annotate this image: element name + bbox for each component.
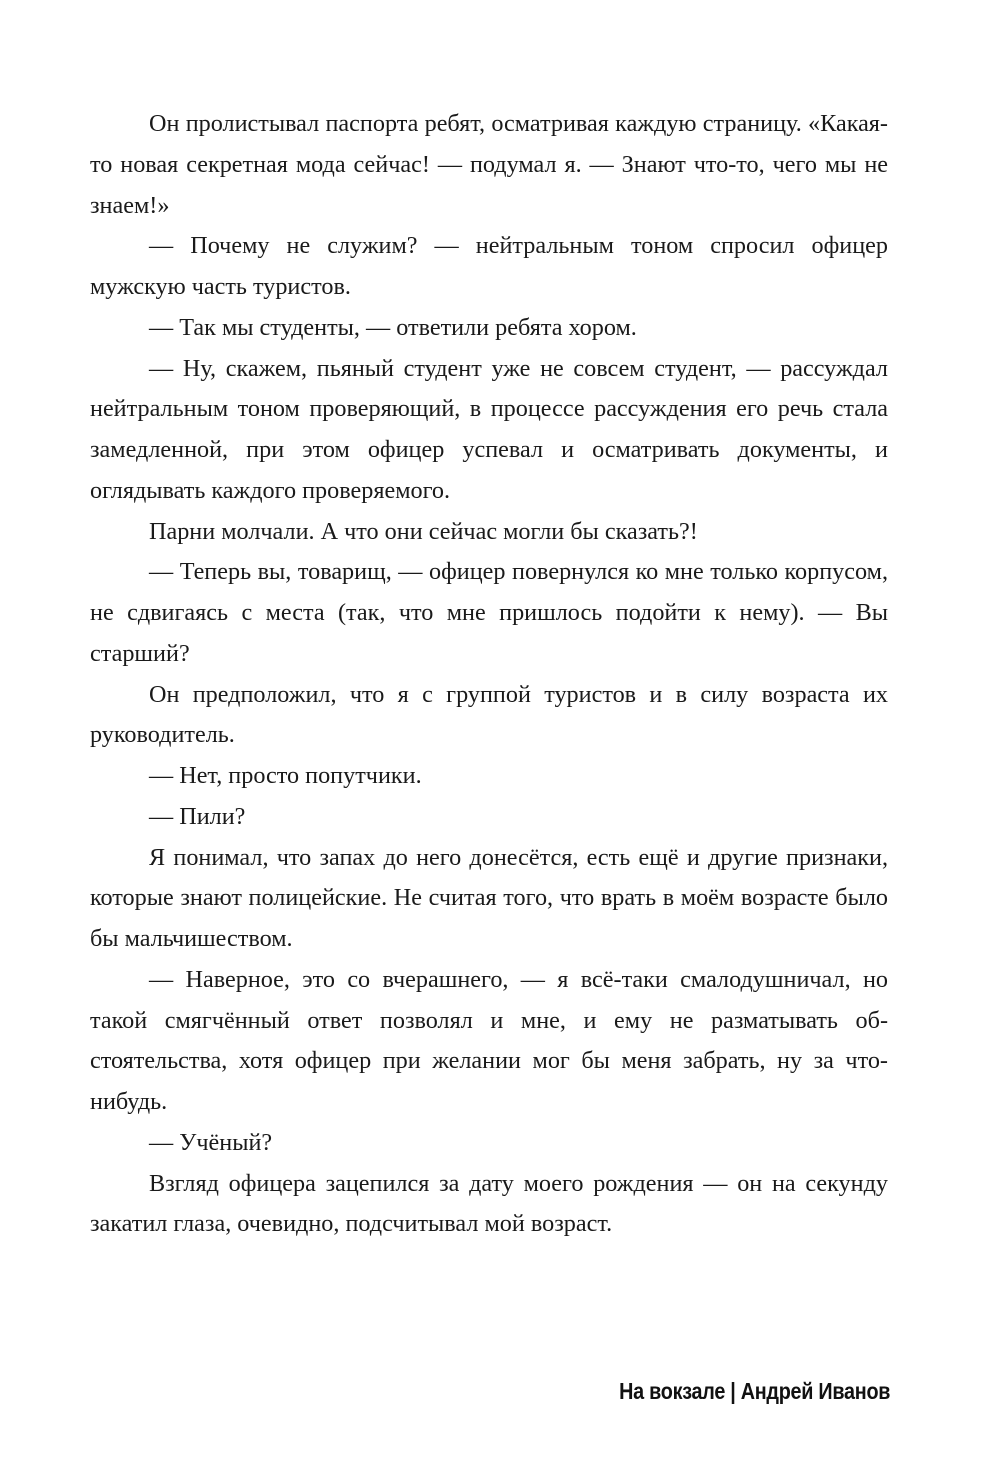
paragraph-7: Он предположил, что я с группой туристов и в силу возраста их руководитель. — [90, 680, 888, 749]
paragraph-9: — Пили? — [149, 802, 246, 830]
paragraph-10: Я понимал, что запах до него донесётся, есть ещё и другие признаки, которые знают полицейские. Не считая того, что врать в моём возрасте было бы мальчишеством. — [90, 843, 888, 952]
paragraph-8: — Нет, просто попутчики. — [149, 762, 422, 789]
paragraph-12: — Учёный? — [149, 1128, 273, 1156]
body-text — [90, 104, 888, 1245]
paragraph-4: — Ну, скажем, пьяный студент уже не совсем студент, — рассуждал нейтральным тоном проверяющий, в процессе рассуждения его речь стала замедленной, при этом офицер успевал и осматривать документы, и оглядывать каждого проверяемого. — [90, 354, 888, 504]
paragraph-2: — Почему не служим? — нейтральным тоном спросил офицер мужскую часть туристов. — [90, 232, 888, 300]
paragraph-6: — Теперь вы, товарищ, — офицер повернулся ко мне только корпусом, не сдвигаясь с места (так, что мне пришлось подойти к нему). — Вы старший? — [90, 558, 888, 667]
paragraph-1: Он пролистывал паспорта ребят, осматривая каждую страницу. «Какая-то новая секретная мода сейчас! — подумал я. — Знают что-то, чего мы не знаем!» — [90, 110, 888, 219]
paragraph-13: Взгляд офицера зацепился за дату моего рождения — он на секунду закатил глаза, очевидно, подсчитывал мой возраст. — [90, 1169, 888, 1238]
paragraph-3: — Так мы студенты, — ответили ребята хором. — [149, 313, 637, 341]
paragraph-5: Парни молчали. А что они сейчас могли бы сказать?! — [149, 517, 698, 545]
paragraph-11: — Наверное, это со вчерашнего, — я всё-таки смалодушничал, но такой смягчённый ответ позволял и мне, и ему не разматывать обстоятельства, хотя офицер при желании мог бы меня забрать, ну за что-нибудь. — [90, 965, 888, 1115]
book-author: Андрей Иванов — [740, 1378, 890, 1404]
book-title: На вокзале — [618, 1378, 725, 1404]
running-footer — [619, 1378, 890, 1405]
footer-separator: | — [730, 1378, 736, 1404]
